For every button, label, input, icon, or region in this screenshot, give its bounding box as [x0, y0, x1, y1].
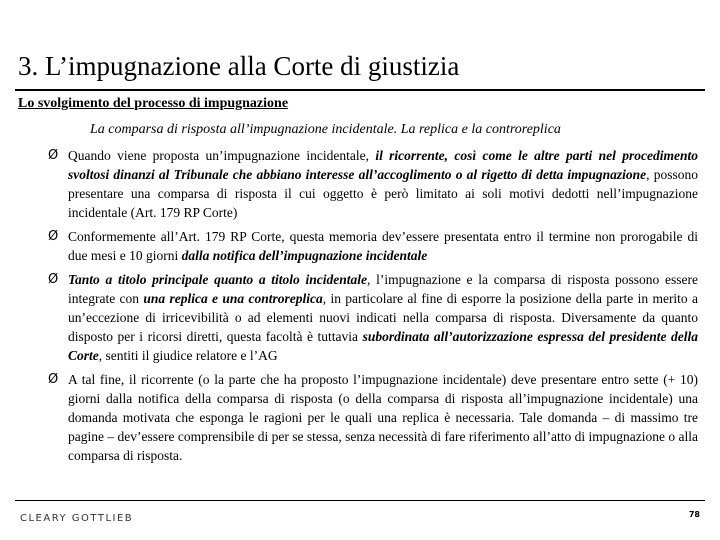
bullet-text: Conformemente all’Art. 179 RP Corte, questa memoria dev’essere presentata entro il termine non prorogabile di due mesi e 10 giorni	[68, 229, 698, 263]
title-divider	[15, 89, 705, 91]
bullet-text: , l’impugnazione e la comparsa di risposta possono essere integrate con	[68, 272, 699, 306]
footer-divider	[15, 500, 705, 501]
bullet-emphasis: il ricorrente, così come le altre parti nel procedimento svoltosi dinanzi al Tribunale che abbiano interesse all’accoglimento o al rigetto di detta impugnazione	[68, 148, 698, 182]
bullet-list	[48, 146, 698, 470]
bullet-text: , sentiti il giudice relatore e l’AG	[98, 348, 278, 363]
bullet-emphasis: subordinata all’autorizzazione espressa del presidente della Corte	[68, 329, 698, 363]
arrow-bullet-icon: Ø	[48, 148, 59, 163]
bullet-text: Quando viene proposta un’impugnazione incidentale,	[68, 148, 376, 163]
bullet-emphasis: una replica e una controreplica	[143, 291, 323, 306]
bullet-emphasis: Tanto a titolo principale quanto a titolo incidentale	[68, 272, 368, 287]
slide-subtitle: Lo svolgimento del processo di impugnazione	[18, 96, 289, 111]
bullet-item	[48, 370, 698, 465]
bullet-item	[48, 270, 698, 365]
firm-logo: CLEARY GOTTLIEB	[20, 513, 134, 524]
bullet-text: A tal fine, il ricorrente (o la parte che ha proposto l’impugnazione incidentale) deve presentare entro sette (+ 10) giorni dalla notifica della comparsa di risposta (o della comparsa di risposta all’impugnazione incidentale) una domanda motivata che esponga le ragioni per le quali una replica è necessaria. Tale domanda – di massimo tre pagine – dev’essere comprensibile di per se stessa, senza necessità di fare riferimento all’atto di impugnazione o alla comparsa di risposta.	[68, 372, 698, 463]
bullet-item	[48, 146, 698, 222]
section-heading: La comparsa di risposta all’impugnazione incidentale. La replica e la controreplica	[90, 122, 561, 137]
slide-title: 3. L’impugnazione alla Corte di giustizia	[18, 51, 460, 81]
bullet-text: , possono presentare una comparsa di risposta il cui oggetto è però limitato ai soli motivi dedotti nell’impugnazione incidentale (Art. 179 RP Corte)	[68, 167, 698, 220]
bullet-text: , in particolare al fine di esporre la posizione della parte in merito a un’eccezione di irricevibilità o ad elementi nuovi indicati nella comparsa di risposta. Diversamente da quanto disposto per i ricorsi diretti, questa facoltà è tuttavia	[68, 291, 699, 344]
arrow-bullet-icon: Ø	[48, 229, 59, 244]
bullet-item	[48, 227, 698, 265]
arrow-bullet-icon: Ø	[48, 372, 59, 387]
arrow-bullet-icon: Ø	[48, 272, 59, 287]
page-number: 78	[688, 510, 700, 519]
bullet-emphasis: dalla notifica dell’impugnazione incidentale	[181, 248, 428, 263]
